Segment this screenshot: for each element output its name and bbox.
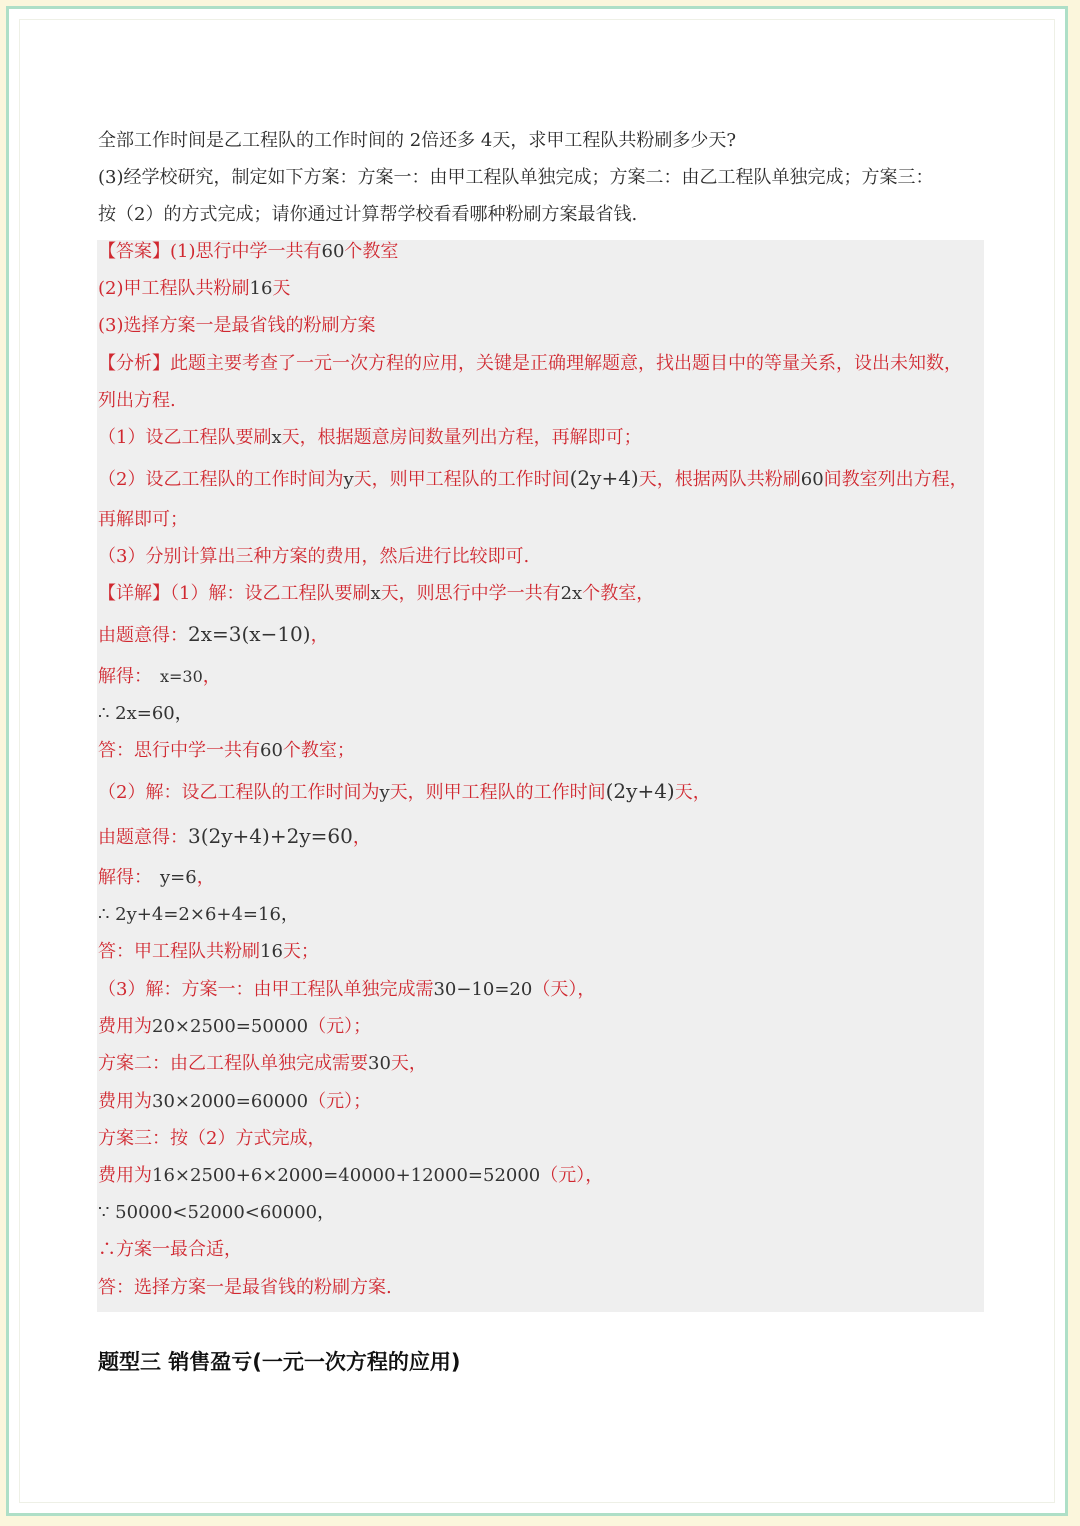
question-line-1: 全部工作时间是乙工程队的工作时间的 2倍还多 4天，求甲工程队共粉刷多少天?	[98, 130, 736, 151]
math-variable: y	[343, 469, 354, 490]
analysis-line-5: 再解即可；	[98, 509, 188, 530]
detail-text: ，	[310, 625, 329, 646]
analysis-text: 天，根据题意房间数量列出方程，再解即可；	[281, 427, 642, 448]
answer-text: 个教室	[344, 241, 399, 262]
math-number: 60	[800, 469, 824, 490]
detail-line-6	[98, 779, 711, 805]
analysis-text: 间教室列出方程，	[823, 469, 968, 490]
answer-label: 【答案】(1)思行中学一共有	[98, 241, 322, 262]
detail-text: ，	[280, 904, 299, 925]
answer-number: 16	[249, 278, 273, 299]
detail-line-11	[98, 978, 595, 1002]
detail-text: 费用为	[98, 1091, 152, 1112]
analysis-line-4	[98, 466, 968, 492]
detail-line-16	[98, 1164, 603, 1188]
detail-line-9	[98, 903, 299, 927]
math-expression: 16×2500+6×2000=40000+12000=52000	[152, 1165, 541, 1186]
detail-line-14	[98, 1090, 371, 1114]
detail-line-12	[98, 1015, 371, 1039]
detail-text: （元）；	[308, 1016, 372, 1037]
analysis-line-3	[98, 426, 642, 450]
analysis-text: 天，则甲工程队的工作时间	[353, 469, 570, 490]
detail-text: 【详解】（1）解：设乙工程队要刷	[98, 583, 371, 604]
detail-text: （2）解：设乙工程队的工作时间为	[98, 782, 380, 803]
detail-line-5	[98, 739, 355, 763]
math-number: 60	[260, 740, 283, 761]
detail-text: ，	[174, 703, 193, 724]
answer-section-background	[97, 240, 984, 1312]
analysis-line-6: （3）分别计算出三种方案的费用，然后进行比较即可.	[98, 546, 530, 567]
math-variable: x	[370, 583, 381, 604]
detail-text: ，	[196, 867, 215, 888]
answer-line-3: (3)选择方案一是最省钱的粉刷方案	[98, 315, 376, 336]
detail-text: ，	[202, 666, 221, 687]
math-expression: ∴ 2y+4=2×6+4=16	[98, 904, 281, 925]
detail-text: 由题意得：	[98, 827, 188, 848]
detail-line-17	[98, 1201, 335, 1225]
math-number: 16	[260, 941, 283, 962]
analysis-line-2: 列出方程.	[98, 390, 176, 411]
analysis-text: （2）设乙工程队的工作时间为	[98, 469, 344, 490]
math-expression: 20×2500=50000	[152, 1016, 309, 1037]
question-line-2: (3)经学校研究，制定如下方案：方案一：由甲工程队单独完成；方案二：由乙工程队单独完成；方案三：	[98, 167, 934, 188]
detail-text: 天，则思行中学一共有	[380, 583, 561, 604]
math-variable: x	[271, 427, 282, 448]
detail-line-13	[98, 1052, 427, 1076]
detail-text: 解得：	[98, 867, 152, 888]
analysis-line-1: 【分析】此题主要考查了一元一次方程的应用，关键是正确理解题意，找出题目中的等量关系，设出未知数，	[98, 353, 962, 374]
detail-line-15: 方案三：按（2）方式完成，	[98, 1128, 326, 1149]
detail-text: 个教室，	[582, 583, 655, 604]
detail-text: 由题意得：	[98, 625, 188, 646]
analysis-text: 天，根据两队共粉刷	[638, 469, 801, 490]
answer-text: (2)甲工程队共粉刷	[98, 278, 250, 299]
math-expression: 2x	[560, 583, 583, 604]
detail-text: 天；	[282, 941, 319, 962]
math-expression: (2y+4)	[569, 466, 639, 490]
detail-text: （元），	[540, 1165, 604, 1186]
math-expression: 30−10=20	[433, 979, 533, 1000]
question-line-3: 按（2）的方式完成；请你通过计算帮学校看看哪种粉刷方案最省钱.	[98, 204, 638, 225]
math-expression: ∴ 2x=60	[98, 703, 175, 724]
detail-line-1	[98, 582, 654, 606]
detail-text: 天，则甲工程队的工作时间	[389, 782, 606, 803]
detail-text: 费用为	[98, 1016, 152, 1037]
detail-line-3	[98, 665, 221, 689]
section-heading: 题型三 销售盈亏(一元一次方程的应用)	[98, 1350, 461, 1374]
detail-line-19: 答：选择方案一是最省钱的粉刷方案.	[98, 1277, 392, 1298]
math-variable: y	[379, 782, 390, 803]
detail-text: （元）；	[308, 1091, 372, 1112]
detail-text: 天，	[674, 782, 711, 803]
detail-line-8	[98, 866, 215, 890]
detail-text: 天，	[390, 1053, 427, 1074]
detail-text: （天），	[532, 979, 596, 1000]
detail-text: ，	[352, 827, 371, 848]
detail-text: 方案二：由乙工程队单独完成需要	[98, 1053, 368, 1074]
answer-number: 60	[321, 241, 345, 262]
answer-line-2	[98, 277, 290, 301]
math-expression: 2x=3(x−10)	[188, 622, 311, 646]
detail-line-7	[98, 824, 371, 850]
detail-text: 解得：	[98, 666, 152, 687]
answer-text: 天	[272, 278, 291, 299]
detail-line-4	[98, 702, 193, 726]
detail-line-18: ∴方案一最合适，	[98, 1239, 242, 1260]
math-expression: x=30	[160, 667, 203, 686]
math-expression: y=6	[160, 867, 197, 888]
math-expression: 3(2y+4)+2y=60	[188, 824, 353, 848]
math-expression: 30×2000=60000	[152, 1091, 309, 1112]
math-expression: (2y+4)	[605, 779, 675, 803]
detail-text: ，	[317, 1202, 336, 1223]
detail-line-10	[98, 940, 319, 964]
detail-text: 个教室；	[282, 740, 355, 761]
math-number: 30	[368, 1053, 391, 1074]
detail-text: 答：甲工程队共粉刷	[98, 941, 260, 962]
math-expression: ∵ 50000<52000<60000	[98, 1202, 318, 1223]
detail-text: 答：思行中学一共有	[98, 740, 260, 761]
answer-line-1	[98, 240, 398, 264]
detail-text: 费用为	[98, 1165, 152, 1186]
detail-line-2	[98, 622, 329, 648]
detail-text: （3）解：方案一：由甲工程队单独完成需	[98, 979, 434, 1000]
analysis-text: （1）设乙工程队要刷	[98, 427, 272, 448]
